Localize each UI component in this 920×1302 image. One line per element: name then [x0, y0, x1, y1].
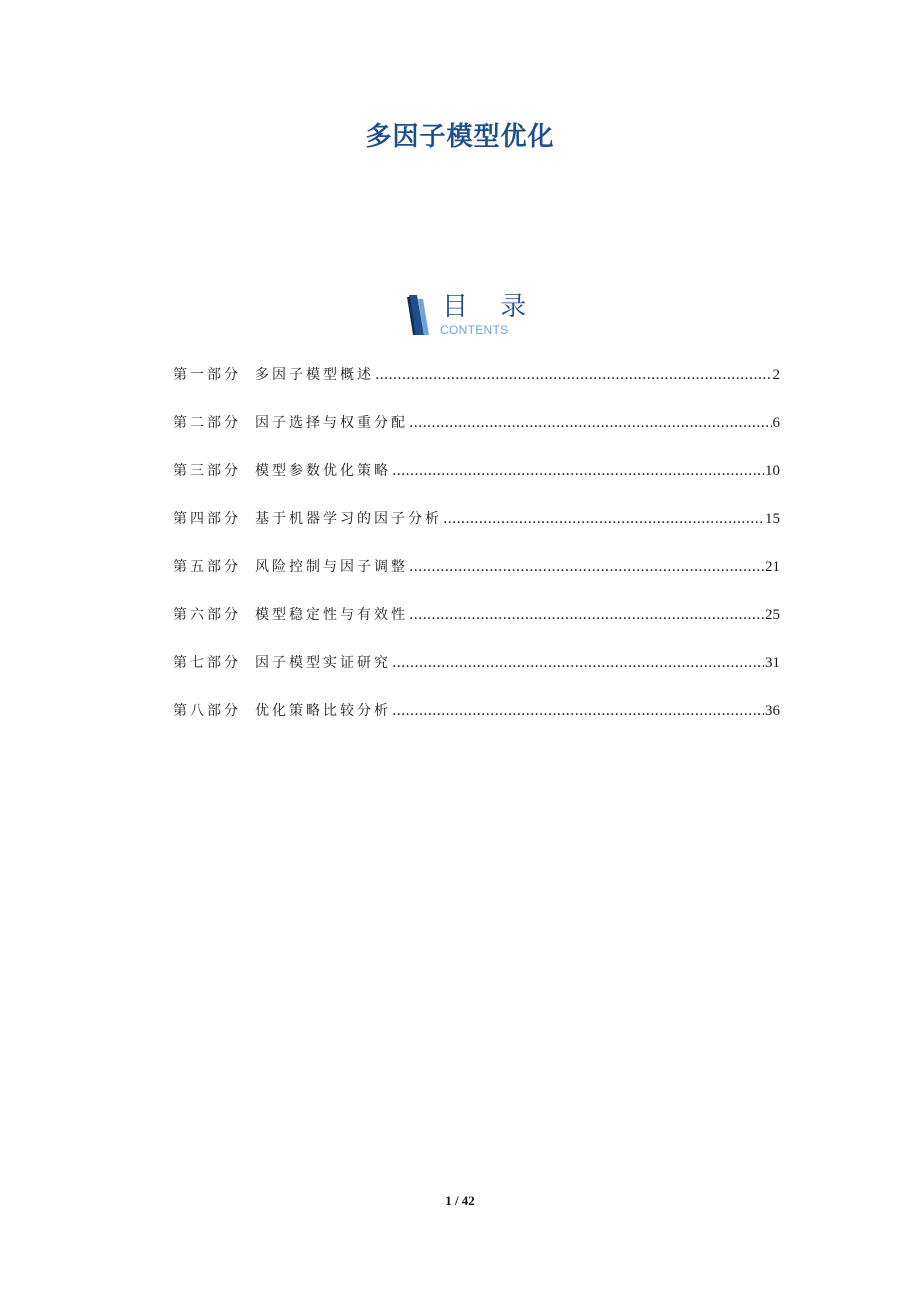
toc-entry[interactable] [173, 364, 780, 412]
document-title: 多因子模型优化 [365, 122, 555, 152]
toc-entry-page: 6 [772, 415, 780, 431]
toc-entry-page: 2 [772, 367, 780, 383]
toc-entry[interactable] [173, 460, 780, 508]
table-of-contents [173, 364, 780, 748]
toc-header [406, 292, 539, 340]
toc-entry-page: 15 [765, 511, 780, 527]
toc-dot-leader [392, 655, 764, 671]
toc-entry-page: 21 [765, 559, 780, 575]
toc-entry-part: 第六部分 [173, 607, 241, 623]
toc-entry-title: 模型稳定性与有效性 [255, 607, 408, 623]
toc-entry[interactable] [173, 508, 780, 556]
toc-entry-page: 10 [765, 463, 780, 479]
toc-dot-leader [409, 415, 772, 431]
toc-dot-leader [409, 559, 764, 575]
toc-entry-title: 因子选择与权重分配 [255, 415, 408, 431]
toc-entry-page: 31 [765, 655, 780, 671]
toc-entry-title: 优化策略比较分析 [255, 703, 391, 719]
toc-entry[interactable] [173, 652, 780, 700]
toc-entry-part: 第四部分 [173, 511, 241, 527]
toc-dot-leader [443, 511, 764, 527]
toc-entry-title: 因子模型实证研究 [255, 655, 391, 671]
toc-heading: 目 录 [442, 292, 539, 322]
toc-entry-part: 第五部分 [173, 559, 241, 575]
toc-dot-leader [392, 463, 764, 479]
toc-entry[interactable] [173, 604, 780, 652]
toc-entry[interactable] [173, 700, 780, 748]
toc-entry-part: 第二部分 [173, 415, 241, 431]
toc-entry-title: 基于机器学习的因子分析 [255, 511, 442, 527]
toc-entry-page: 25 [765, 607, 780, 623]
toc-entry-part: 第三部分 [173, 463, 241, 479]
toc-entry-title: 多因子模型概述 [255, 367, 374, 383]
book-stripe-logo-icon [406, 295, 436, 337]
toc-dot-leader [375, 367, 772, 383]
toc-entry-page: 36 [765, 703, 780, 719]
page-indicator: 1 / 42 [445, 1193, 475, 1208]
toc-entry-part: 第八部分 [173, 703, 241, 719]
toc-dot-leader [392, 703, 764, 719]
toc-entry-part: 第七部分 [173, 655, 241, 671]
toc-entry-part: 第一部分 [173, 367, 241, 383]
toc-entry-title: 模型参数优化策略 [255, 463, 391, 479]
toc-entry-title: 风险控制与因子调整 [255, 559, 408, 575]
toc-entry[interactable] [173, 556, 780, 604]
toc-dot-leader [409, 607, 764, 623]
toc-entry[interactable] [173, 412, 780, 460]
toc-subheading: CONTENTS [440, 323, 509, 337]
